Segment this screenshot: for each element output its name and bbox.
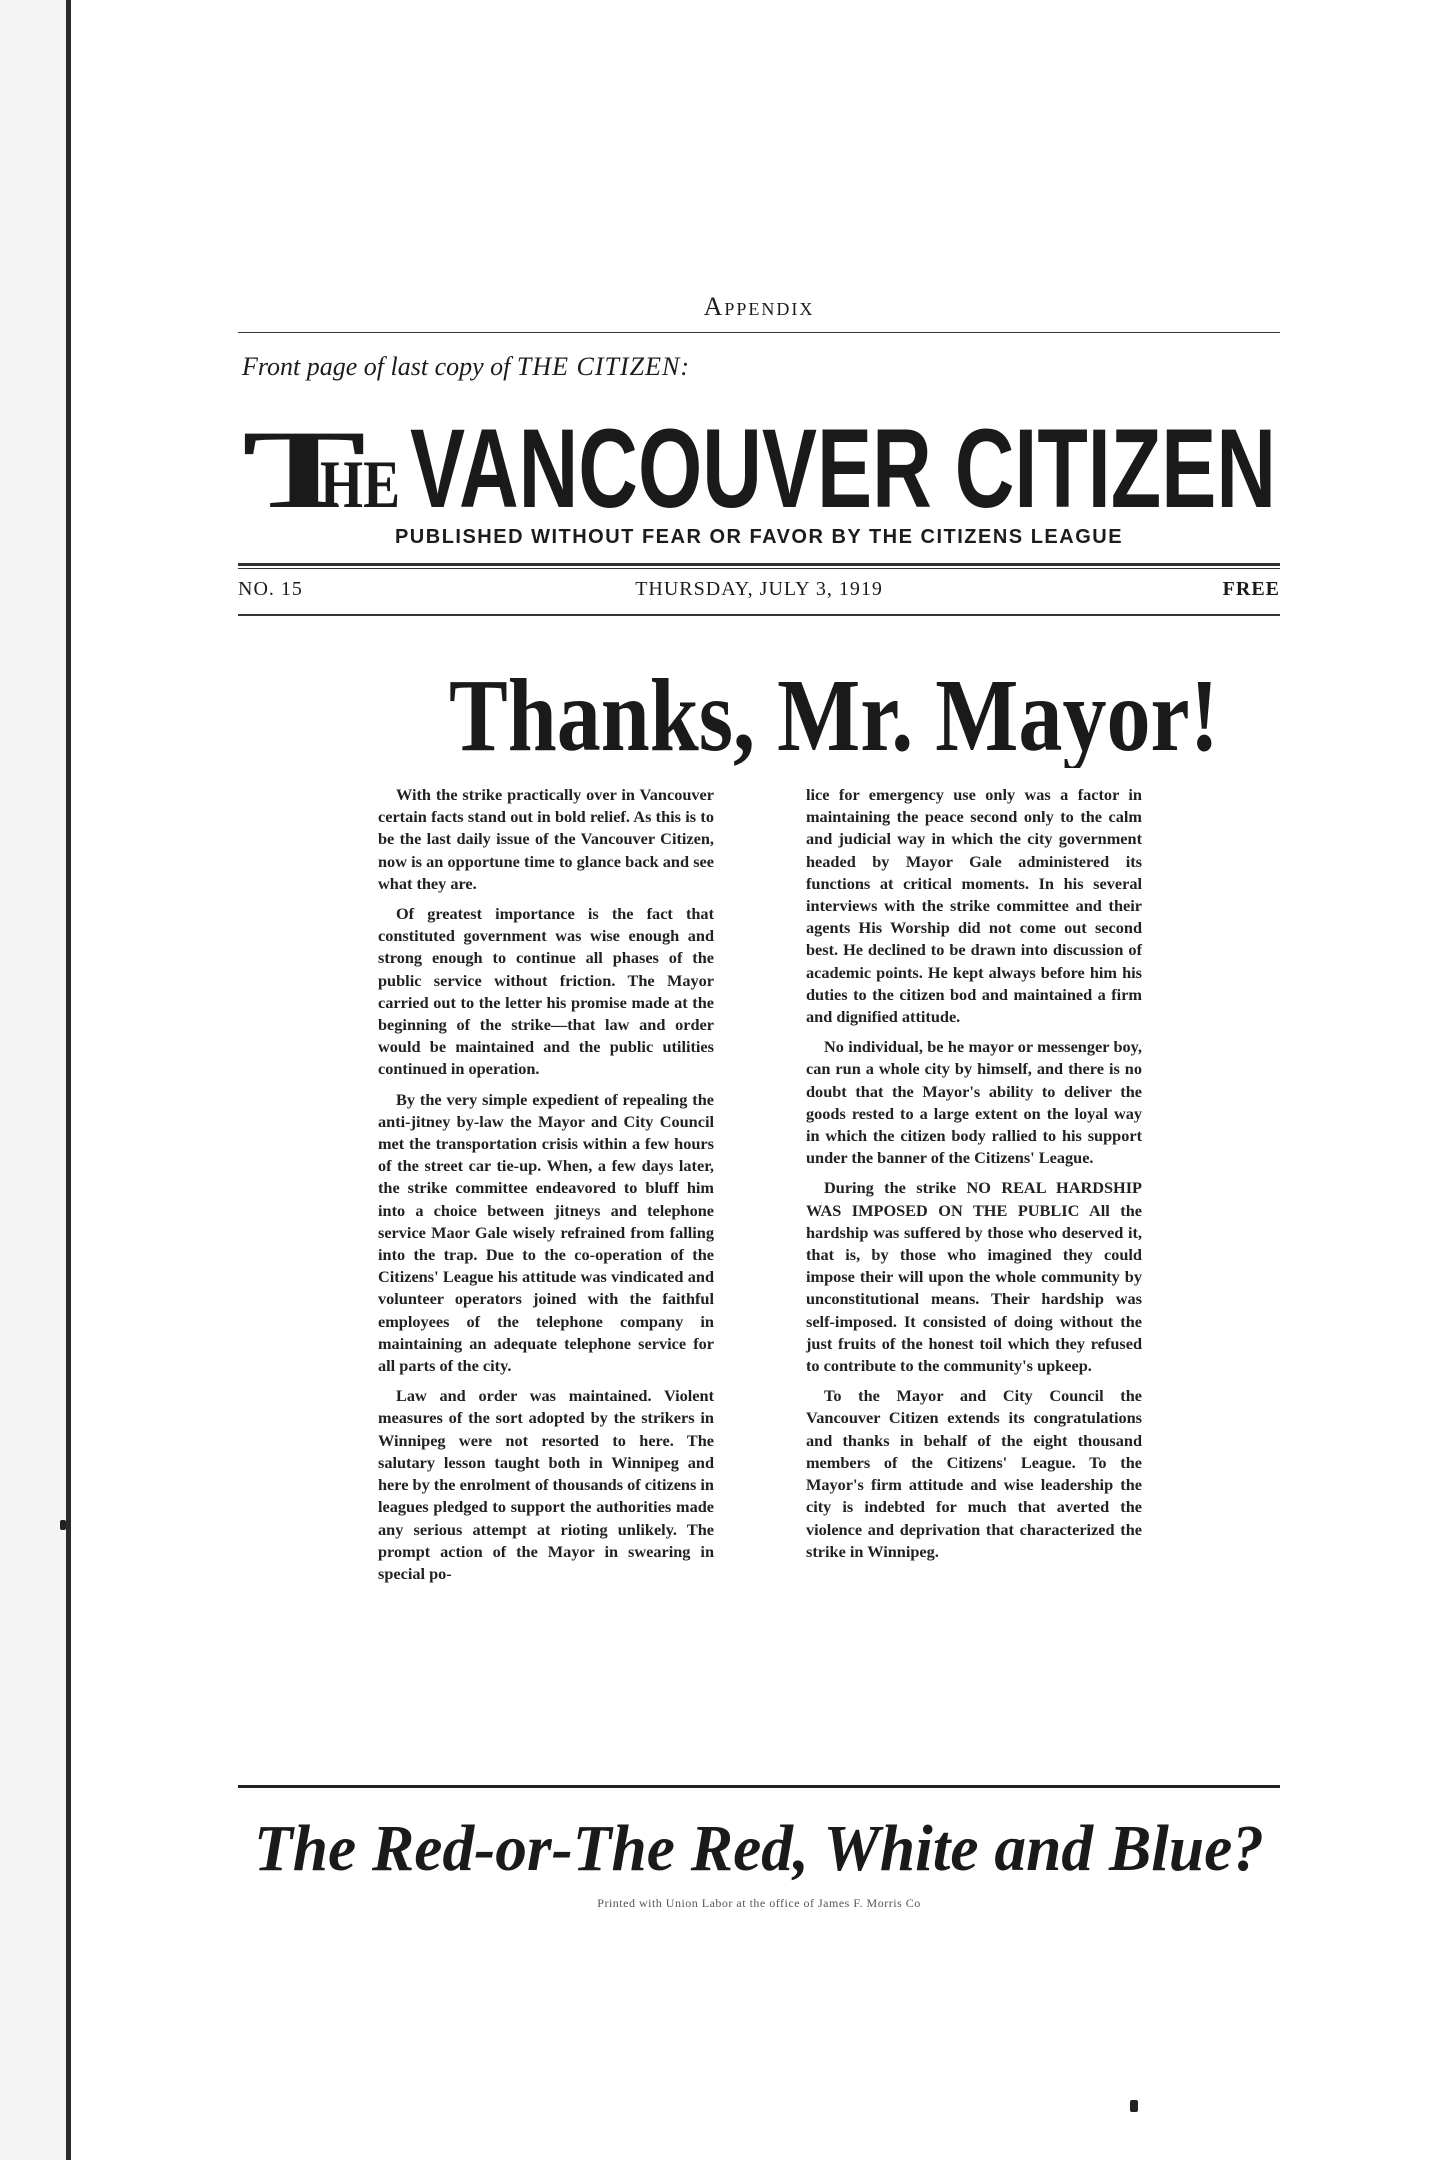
slogan-text: The Red-or-The Red, White and Blue? (254, 1812, 1264, 1885)
article-paragraph: By the very simple expedient of repealing the anti-jitney by-law the Mayor and City Council met the transportation crisis within a few hours of the street car tie-up. When, a few days later, the strike committee endeavored to bluff him into a choice between jitneys and telephone service Maor Gale wisely refrained from falling into the trap. Due to the co-operation of the Citizens' League his attitude was vindicated and volunteer operators joined with the faithful employees of the telephone company in maintaining an adequate telephone service for all parts of the city. (378, 1089, 714, 1376)
issue-date: THURSDAY, JULY 3, 1919 (635, 578, 883, 600)
binding-gutter (0, 0, 66, 2160)
dateline-top-rule (238, 563, 1280, 566)
masthead (238, 395, 1280, 535)
scan-speck (60, 1520, 66, 1530)
slogan-banner (238, 1800, 1280, 1890)
caption-prefix: Front page of last copy of (242, 352, 511, 381)
article-paragraph: During the strike NO REAL HARDSHIP WAS IMPOSED ON THE PUBLIC All the hardship was suffered by those who deserved it, that is, by those who imagined they could impose their will upon the whole community by unconstitutional means. Their hardship was self-imposed. It consisted of doing without the just fruits of the honest toil which they refused to contribute to the community's upkeep. (806, 1178, 1142, 1376)
front-page-caption (242, 352, 689, 382)
document-page (238, 0, 1280, 2160)
article-paragraph: lice for emergency use only was a factor in maintaining the peace second only to the calm and judicial way in which the city government headed by Mayor Gale administered its functions at critical moments. In his several interviews with the strike committee and their agents His Worship did not come out second best. He declined to be drawn into discussion of academic points. He kept always before him his duties to the citizen bod and maintained a firm and dignified attitude. (806, 785, 1142, 1027)
dateline-bottom-rule (238, 614, 1280, 616)
masthead-title: VANCOUVER CITIZEN (410, 406, 1276, 531)
article-column-right (806, 784, 1142, 1571)
article-paragraph: With the strike practically over in Vancouver certain facts stand out in bold relief. As this is to be the last daily issue of the Vancouver Citizen, now is an opportune time to glance back and see what they are. (378, 785, 714, 893)
article-paragraph: No individual, be he mayor or messenger boy, can run a whole city by himself, and there is no doubt that the Mayor's ability to deliver the goods rested to a large extent on the loyal way in which the citizen body rallied to his support under the banner of the Citizens' League. (806, 1037, 1142, 1168)
page-edge-line (66, 0, 71, 2160)
slogan-top-rule (238, 1785, 1280, 1788)
article-paragraph: To the Mayor and City Council the Vancouver Citizen extends its congratulations and thanks in behalf of the eight thousand members of the Citizens' League. To the Mayor's firm attitude and wise leadership the city is indebted for much that averted the violence and deprivation that characterized the strike in Winnipeg. (806, 1386, 1142, 1561)
printer-imprint: Printed with Union Labor at the office of James F. Morris Co (597, 1896, 921, 1910)
article-paragraph: Of greatest importance is the fact that constituted government was wise enough and strong enough to continue all phases of the public service without friction. The Mayor carried out to the letter his promise made at the beginning of the strike—that law and order would be maintained and the public utilities continued in operation. (378, 904, 714, 1079)
caption-title: THE CITIZEN (516, 352, 681, 381)
article-column-left (378, 784, 714, 1593)
masthead-tagline: PUBLISHED WITHOUT FEAR OR FAVOR BY THE CITIZENS LEAGUE (394, 526, 1124, 548)
dateline (238, 578, 1280, 606)
issue-number: NO. 15 (238, 578, 303, 600)
appendix-heading: Appendix (703, 292, 815, 321)
headline-text: Thanks, Mr. Mayor! (449, 658, 1219, 768)
masthead-the-rest: HE (320, 446, 400, 522)
article-paragraph: Law and order was maintained. Violent measures of the sort adopted by the strikers in Winnipeg were not resorted to here. The salutary lesson taught both in Winnipeg and here by the enrolment of thousands of citizens in leagues pledged to support the authorities made any serious attempt at rioting unlikely. The prompt action of the Mayor in swearing in special po- (378, 1386, 714, 1583)
dateline-top-rule-thin (238, 568, 1280, 569)
masthead-the-initial: T (242, 408, 366, 532)
appendix-rule (238, 332, 1280, 333)
issue-price: FREE (1222, 578, 1280, 600)
headline (388, 648, 1280, 768)
caption-suffix: : (680, 352, 689, 381)
